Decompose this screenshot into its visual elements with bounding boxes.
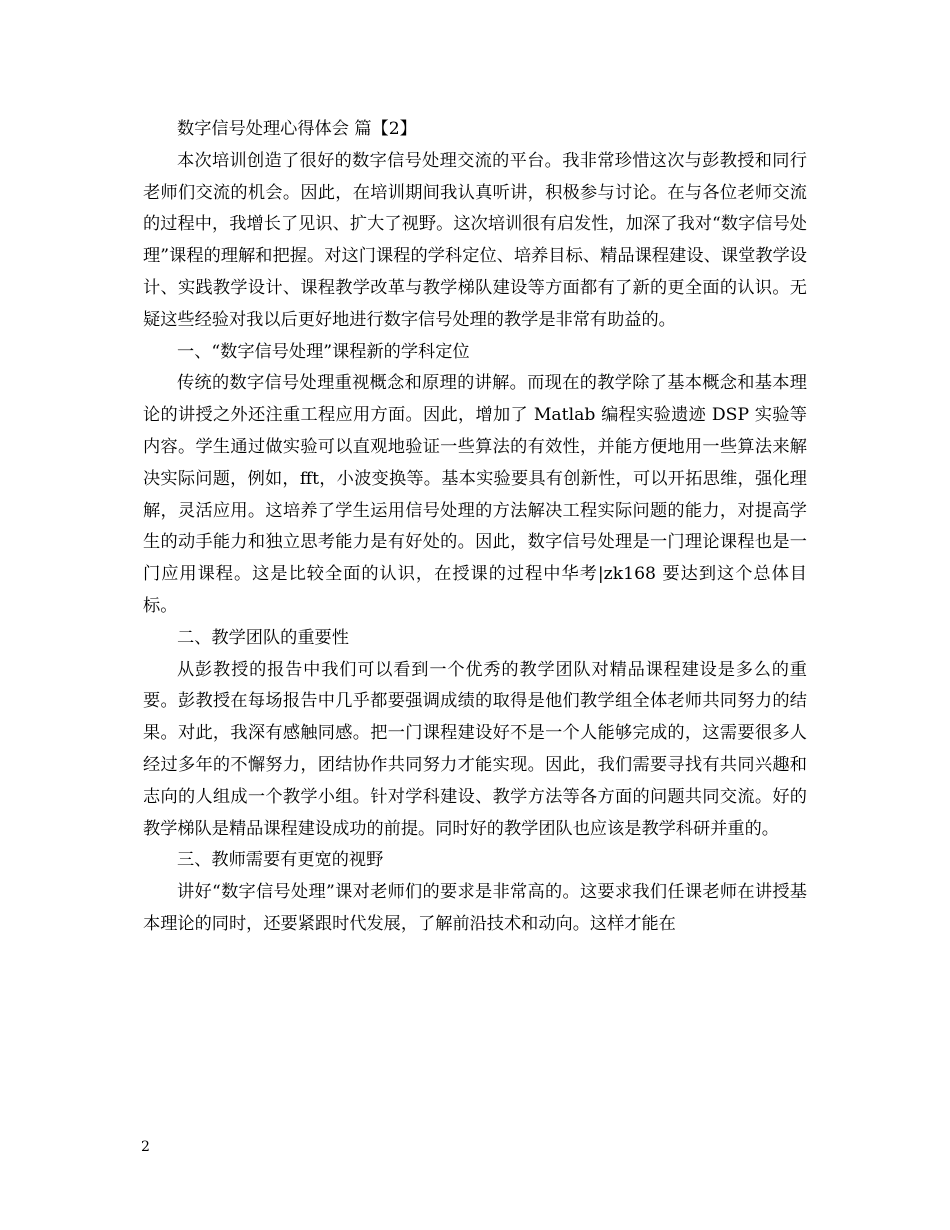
document-title: 数字信号处理心得体会 篇【2】 <box>177 119 417 139</box>
section-heading-1: 一、“数字信号处理”课程新的学科定位 <box>177 341 470 362</box>
section-heading-3: 三、教师需要有更宽的视野 <box>177 850 384 871</box>
section-heading-2: 二、教学团队的重要性 <box>177 627 349 648</box>
paragraph-section-2: 从彭教授的报告中我们可以看到一个优秀的教学团队对精品课程建设是多么的重要。彭教授在每场报告中几乎都要强调成绩的取得是他们教学组全体老师共同努力的结果。对此，我深有感触同感。把一门课程建设好不是一个人能够完成的，这需要很多人经过多年的不懈努力，团结协作共同努力才能实现。因此，我们需要寻找有共同兴趣和志向的人组成一个教学小组。针对学科建设、教学方法等各方面的问题共同交流。好的教学梯队是精品课程建设成功的前提。同时好的教学团队也应该是教学科研并重的。 <box>143 659 807 839</box>
paragraph-section-1: 传统的数字信号处理重视概念和原理的讲解。而现在的教学除了基本概念和基本理论的讲授之外还注重工程应用方面。因此，增加了 Matlab 编程实验遗迹 DSP 实验等内容。学生通过做实验可以直观地验证一些算法的有效性，并能方便地用一些算法来解决实际问题，例如，fft，小波变换等。基本实验要具有创新性，可以开拓思维，强化理解，灵活应用。这培养了学生运用信号处理的方法解决工程实际问题的能力，对提高学生的动手能力和独立思考能力是有好处的。因此，数字信号处理是一门理论课程也是一门应用课程。这是比较全面的认识，在授课的过程中华考|zk168 要达到这个总体目标。 <box>143 373 807 616</box>
paragraph-intro: 本次培训创造了很好的数字信号处理交流的平台。我非常珍惜这次与彭教授和同行老师们交流的机会。因此，在培训期间我认真听讲，积极参与讨论。在与各位老师交流的过程中，我增长了见识、扩大了视野。这次培训很有启发性，加深了我对“数字信号处理”课程的理解和把握。对这门课程的学科定位、培养目标、精品课程建设、课堂教学设计、实践教学设计、课程教学改革与教学梯队建设等方面都有了新的更全面的认识。无疑这些经验对我以后更好地进行数字信号处理的教学是非常有助益的。 <box>143 150 807 330</box>
document-body <box>143 114 807 941</box>
page-number: 2 <box>141 1139 150 1155</box>
paragraph-section-3: 讲好“数字信号处理”课对老师们的要求是非常高的。这要求我们任课老师在讲授基本理论的同时，还要紧跟时代发展，了解前沿技术和动向。这样才能在 <box>143 882 807 934</box>
